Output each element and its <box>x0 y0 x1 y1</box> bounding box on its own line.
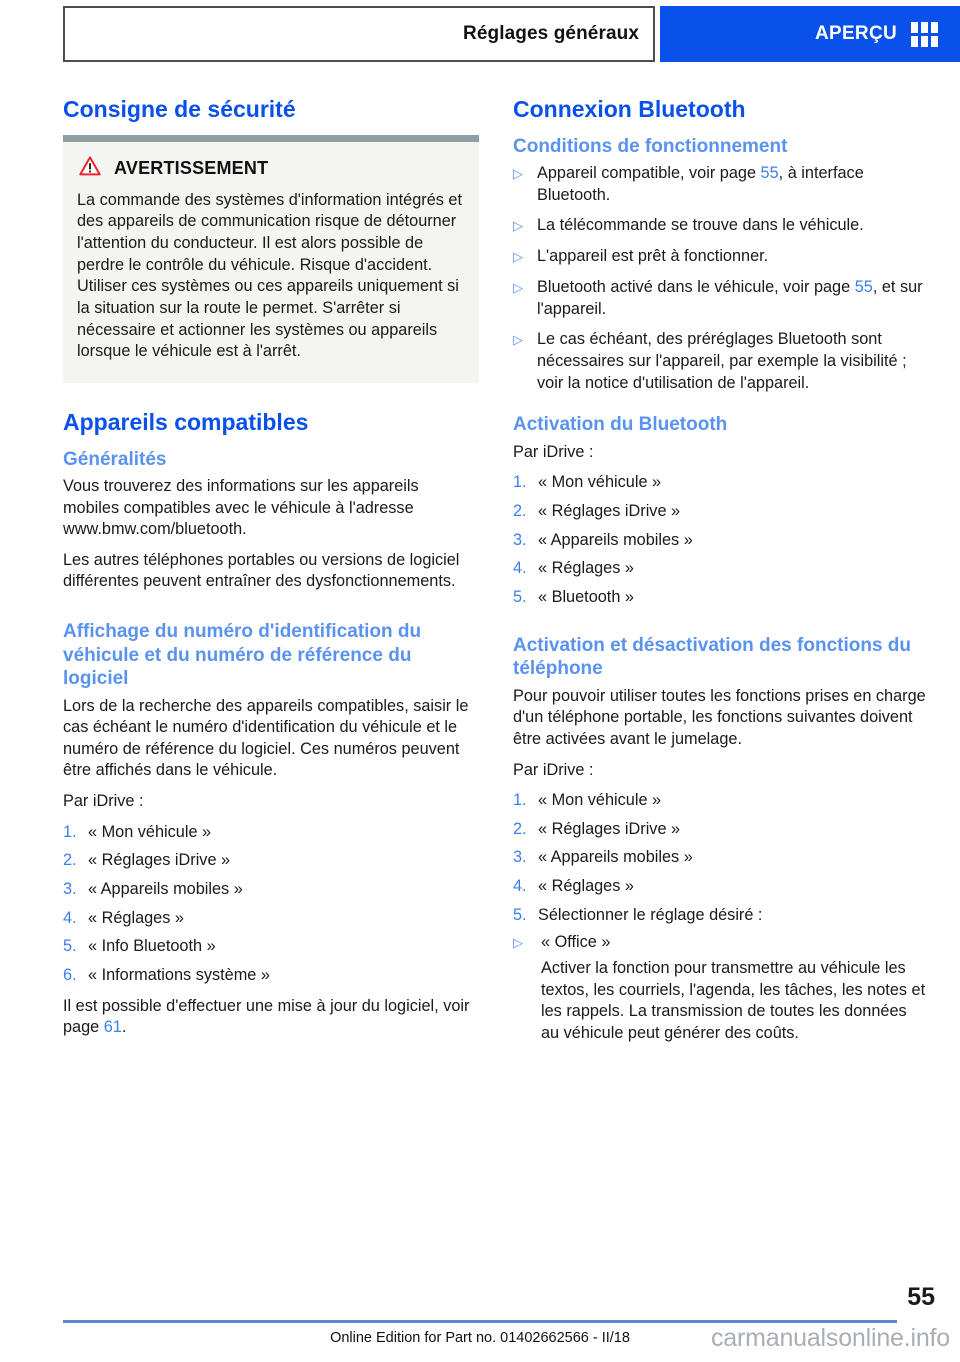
step-number: 5. <box>513 905 527 924</box>
triangle-bullet-icon: ▷ <box>513 935 523 951</box>
step-number: 5. <box>513 588 527 606</box>
triangle-bullet-icon: ▷ <box>513 218 523 234</box>
bullet-suffix: , à interface Bluetooth. <box>537 164 864 204</box>
list-item <box>63 908 479 930</box>
list-item <box>513 905 929 1045</box>
step-text: « Réglages » <box>538 877 634 896</box>
list-item <box>63 965 479 987</box>
bullet-text: Le cas échéant, des préréglages Bluetooth sont nécessaires sur l'appareil, par exemple la visibilité ; voir la notice d'utilisation de l'appareil. <box>537 330 907 392</box>
spacer <box>513 403 929 413</box>
page-reference-61[interactable]: 61 <box>103 1018 122 1037</box>
triangle-bullet-icon: ▷ <box>513 249 523 265</box>
tab-label: APERÇU <box>814 23 897 44</box>
list-item <box>63 822 479 844</box>
list-item <box>63 850 479 872</box>
list-item <box>513 847 929 869</box>
list-item <box>513 329 929 394</box>
step-number: 3. <box>63 879 77 898</box>
affichage-steps-list <box>63 822 479 987</box>
tab-apercu[interactable] <box>660 6 960 62</box>
left-column <box>63 96 479 1039</box>
page-reference-55[interactable]: 55 <box>854 277 873 296</box>
tab-reglages-generaux[interactable] <box>63 6 655 62</box>
list-item <box>513 215 929 237</box>
step-text: Sélectionner le réglage désiré : <box>538 905 763 924</box>
sub-bullet-label: « Office » <box>541 933 611 952</box>
step-text: « Réglages iDrive » <box>538 501 681 520</box>
affichage-idrive-label: Par iDrive : <box>63 791 144 810</box>
list-item <box>513 876 929 898</box>
step-text: « Info Bluetooth » <box>88 937 216 956</box>
generalites-para-1: Vous trouverez des informations sur les appareils mobiles compatibles avec le véhicule à l'adresse www.bmw.com/bluetooth. <box>63 477 419 539</box>
warning-text: La commande des systèmes d'information intégrés et des appareils de communication risque de détourner l'attention du conducteur. Il est alors possible de perdre le contrôle du véhicule. Risque d'accident. Utiliser ces systèmes ou ces appareils uniquement si la situation sur la route le permet. S'arrêter si nécessaire et actionner les systèmes ou appareils lorsque le véhicule est à l'arrêt. <box>77 190 463 361</box>
step-text: « Informations système » <box>88 965 270 984</box>
list-item <box>513 472 929 494</box>
list-item <box>513 819 929 841</box>
closing-suffix: . <box>121 1018 127 1037</box>
closing-prefix: Il est possible d'effectuer une mise à jour du logiciel, voir page <box>63 996 470 1037</box>
heading-connexion-bluetooth: Connexion Bluetooth <box>513 96 746 122</box>
affichage-para-1: Lors de la recherche des appareils compatibles, saisir le cas échéant le numéro d'identification du véhicule et le numéro de référence du logiciel. Ces numéros peuvent être affichés dans le véhicule. <box>63 696 469 780</box>
step-number: 4. <box>513 877 527 896</box>
affichage-closing-para <box>63 996 479 1039</box>
bullet-suffix: , et sur l'appareil. <box>537 277 923 318</box>
list-item <box>513 932 929 954</box>
list-item <box>63 879 479 901</box>
step-text: « Appareils mobiles » <box>538 848 693 867</box>
heading-conditions-de-fonctionnement: Conditions de fonctionnement <box>513 135 788 157</box>
warning-box <box>63 135 479 383</box>
step-number: 1. <box>513 791 527 810</box>
page-footer <box>0 1282 960 1362</box>
page-reference-55[interactable]: 55 <box>760 164 779 183</box>
activation-steps-list <box>513 472 929 608</box>
list-item <box>513 277 929 320</box>
grid-icon <box>911 22 938 47</box>
step-text: « Mon véhicule » <box>538 473 662 492</box>
step-number: 6. <box>63 965 77 984</box>
step-number: 5. <box>63 937 77 956</box>
footer-divider <box>63 1320 897 1323</box>
tab-label: Réglages généraux <box>463 23 639 44</box>
bullet-text: L'appareil est prêt à fonctionner. <box>537 247 769 266</box>
step-number: 1. <box>513 473 527 492</box>
heading-affichage-numero: Affichage du numéro d'identification du véhicule et du numéro de référence du logiciel <box>63 621 422 690</box>
generalites-para-2: Les autres téléphones portables ou versions de logiciel différentes peuvent entraîner des dysfonctionnements. <box>63 550 460 591</box>
right-column <box>513 96 929 1052</box>
step-text: « Mon véhicule » <box>538 791 662 810</box>
page-number: 55 <box>907 1283 935 1311</box>
heading-activation-du-bluetooth: Activation du Bluetooth <box>513 414 728 436</box>
triangle-bullet-icon: ▷ <box>513 279 523 295</box>
triangle-bullet-icon: ▷ <box>513 332 523 348</box>
list-item <box>513 790 929 812</box>
step-number: 1. <box>63 822 77 841</box>
bullet-text: La télécommande se trouve dans le véhicule. <box>537 216 864 235</box>
heading-activation-desactivation-fonctions: Activation et désactivation des fonctions du téléphone <box>513 634 912 680</box>
list-item <box>513 163 929 206</box>
step-number: 2. <box>63 851 77 870</box>
step-text: « Réglages » <box>538 559 634 578</box>
list-item <box>513 246 929 268</box>
step-text: « Réglages iDrive » <box>538 819 681 838</box>
bullet-text <box>537 277 929 320</box>
step-text: « Bluetooth » <box>538 588 634 606</box>
spacer <box>63 602 479 620</box>
step-number: 2. <box>513 819 527 838</box>
list-item <box>63 936 479 958</box>
list-item <box>513 530 929 552</box>
warning-label: AVERTISSEMENT <box>114 157 269 178</box>
page-header <box>63 6 960 64</box>
step-number: 4. <box>513 559 527 578</box>
conditions-bullet-list <box>513 163 929 394</box>
step-text: « Appareils mobiles » <box>88 879 243 898</box>
heading-generalites: Généralités <box>63 448 167 470</box>
watermark: carmanualsonline.info <box>710 1324 950 1352</box>
office-description: Activer la fonction pour transmettre au véhicule les textos, les courriels, l'agenda, les tâches, les notes et les rappels. La transmission de toutes les données au véhicule peut générer des coûts. <box>541 959 926 1043</box>
phone-functions-idrive-label: Par iDrive : <box>513 760 594 779</box>
step-number: 3. <box>513 848 527 867</box>
phone-functions-para-1: Pour pouvoir utiliser toutes les fonctions prises en charge d'un téléphone portable, les fonctions suivantes doivent être activées avant le jumelage. <box>513 686 926 748</box>
bullet-text <box>537 163 929 206</box>
activation-idrive-label: Par iDrive : <box>513 442 594 461</box>
list-item <box>513 587 929 609</box>
office-sub-list <box>513 932 929 954</box>
step-text: « Réglages iDrive » <box>88 851 231 870</box>
heading-consigne-de-securite: Consigne de sécurité <box>63 96 296 122</box>
list-item <box>513 558 929 580</box>
list-item <box>513 501 929 523</box>
phone-functions-steps-list <box>513 790 929 1045</box>
step-number: 3. <box>513 530 527 549</box>
step-text: « Mon véhicule » <box>88 822 212 841</box>
step-number: 4. <box>63 908 77 927</box>
spacer <box>63 383 479 409</box>
triangle-bullet-icon: ▷ <box>513 166 523 182</box>
warning-header <box>79 156 463 181</box>
bullet-prefix: Bluetooth activé dans le véhicule, voir page <box>537 277 855 296</box>
step-number: 2. <box>513 501 527 520</box>
heading-appareils-compatibles: Appareils compatibles <box>63 408 309 435</box>
edition-text: Online Edition for Part no. 01402662566 - II/18 <box>330 1330 630 1346</box>
step-text: « Réglages » <box>88 908 184 927</box>
warning-triangle-icon <box>79 156 101 181</box>
bullet-prefix: Appareil compatible, voir page <box>537 164 761 183</box>
spacer <box>513 616 929 634</box>
step-text: « Appareils mobiles » <box>538 530 693 549</box>
